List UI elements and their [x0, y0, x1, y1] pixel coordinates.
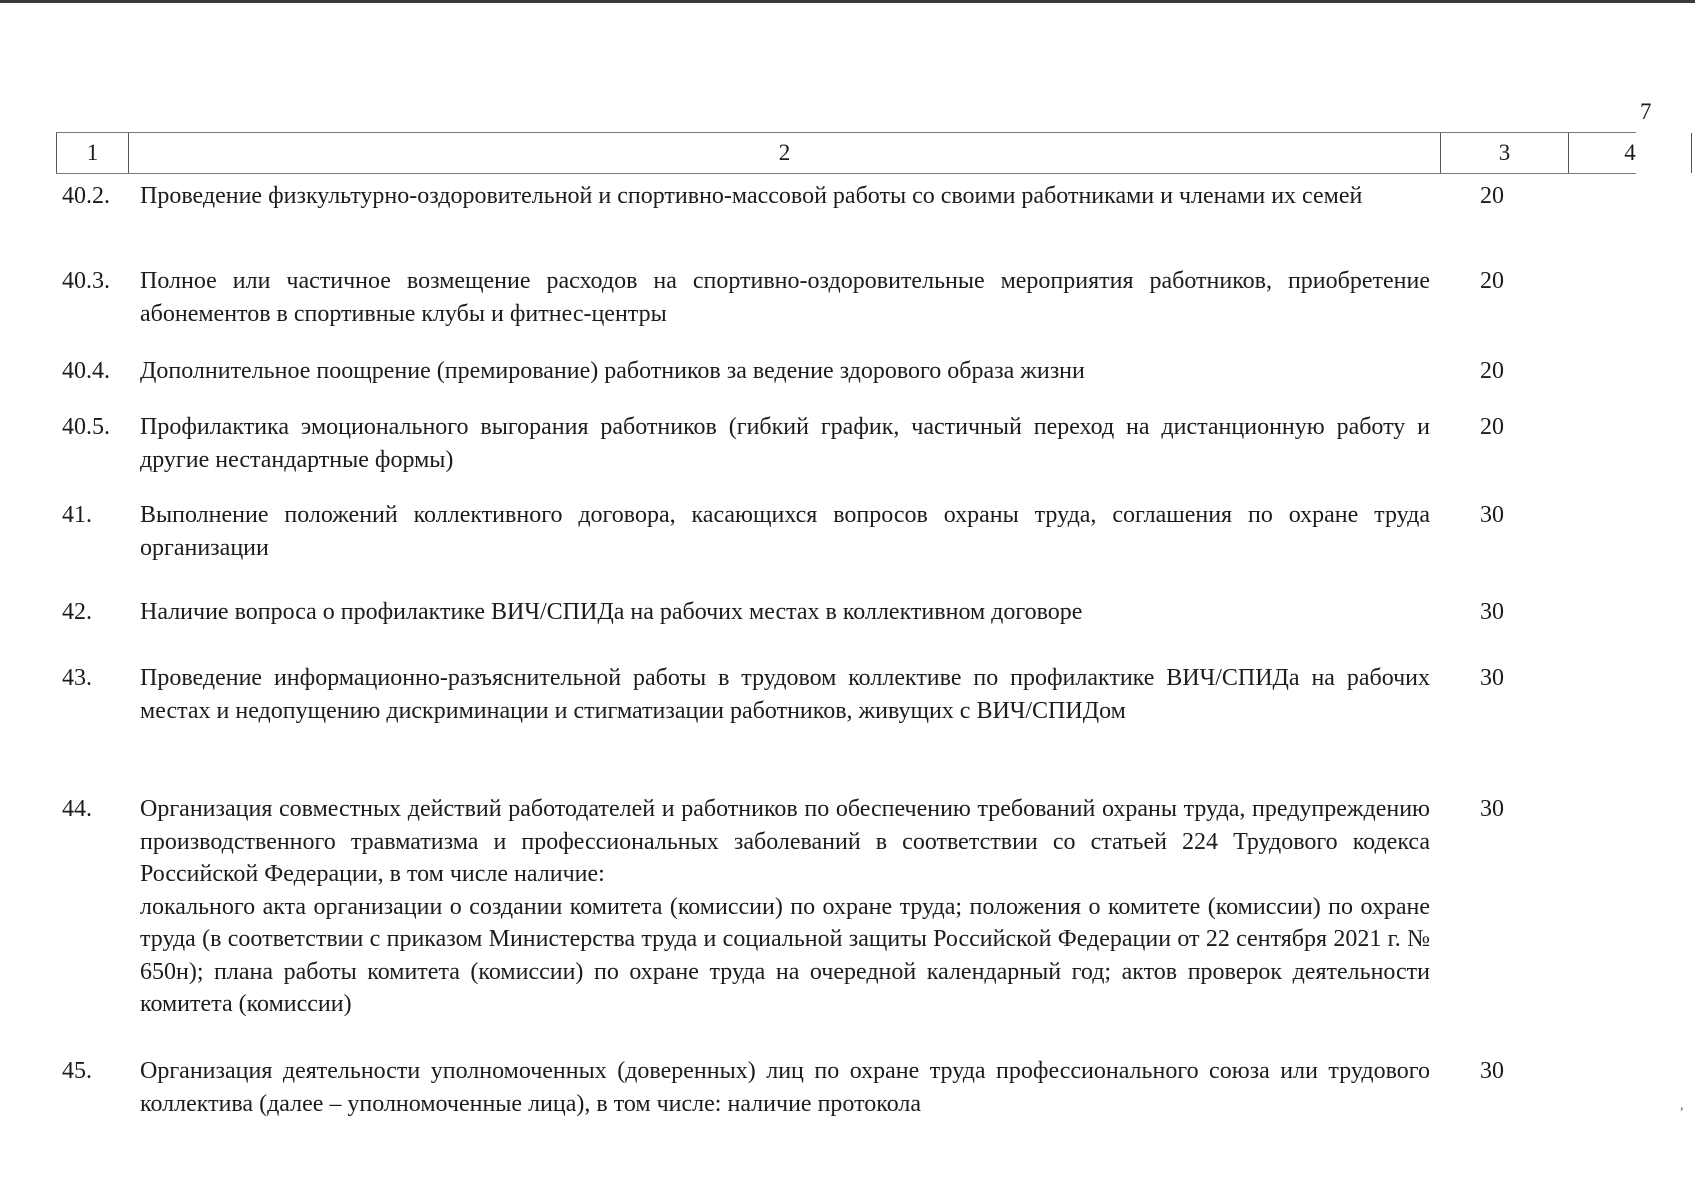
row-text: [140, 793, 1430, 1021]
scan-mark: ,: [1680, 1098, 1684, 1113]
row-number: 45.: [62, 1058, 92, 1084]
row-number: 40.5.: [62, 414, 110, 440]
row-number: 40.4.: [62, 358, 110, 384]
row-score: 20: [1480, 268, 1504, 294]
row-score: 30: [1480, 502, 1504, 528]
row-score: 30: [1480, 796, 1504, 822]
row-number: 40.3.: [62, 268, 110, 294]
row-text: Дополнительное поощрение (премирование) работников за ведение здорового образа жизни: [140, 358, 1085, 384]
row-text-intro: Организация совместных действий работодателей и работников по обеспечению требований охраны труда, предупреждению производственного травматизма и профессиональных заболеваний в соответствии со статьей 224 Трудового кодекса Российской Федерации, в том числе наличие:: [140, 796, 1430, 887]
row-text: Наличие вопроса о профилактике ВИЧ/СПИДа на рабочих местах в коллективном договоре: [140, 599, 1083, 625]
row-text: Организация деятельности уполномоченных (доверенных) лиц по охране труда профессионального союза или трудового коллектива (далее – уполномоченные лица), в том числе: наличие протокола: [140, 1058, 1430, 1117]
header-col-3: 3: [1440, 133, 1568, 173]
row-text: Выполнение положений коллективного договора, касающихся вопросов охраны труда, соглашения по охране труда организации: [140, 502, 1430, 561]
row-score: 20: [1480, 358, 1504, 384]
header-col-4: 4: [1568, 133, 1692, 173]
page-number: 7: [1640, 99, 1652, 124]
header-col-1: 1: [56, 133, 128, 173]
row-score: 30: [1480, 665, 1504, 691]
header-col-2: 2: [128, 133, 1440, 173]
table-header-row: [56, 132, 1636, 174]
row-text-details: локального акта организации о создании комитета (комиссии) по охране труда; положения о комитете (комиссии) по охране труда (в соответствии с приказом Министерства труда и социальной защиты Российской Федерации от 22 сентября 2021 г. № 650н); плана работы комитета (комиссии) по охране труда на очередной календарный год; актов проверок деятельности комитета (комиссии): [140, 893, 1430, 1017]
top-border-line: [0, 0, 1695, 3]
row-score: 30: [1480, 599, 1504, 625]
row-score: 20: [1480, 183, 1504, 209]
row-number: 42.: [62, 599, 92, 625]
row-text: Профилактика эмоционального выгорания работников (гибкий график, частичный переход на дистанционную работу и другие нестандартные формы): [140, 414, 1430, 473]
row-text: Проведение информационно-разъяснительной работы в трудовом коллективе по профилактике ВИЧ/СПИДа на рабочих местах и недопущению дискриминации и стигматизации работников, живущих с ВИЧ/СПИДом: [140, 665, 1430, 724]
row-number: 44.: [62, 796, 92, 822]
row-text: Проведение физкультурно-оздоровительной и спортивно-массовой работы со своими работниками и членами их семей: [140, 183, 1363, 209]
row-score: 30: [1480, 1058, 1504, 1084]
row-text: Полное или частичное возмещение расходов на спортивно-оздоровительные мероприятия работников, приобретение абонементов в спортивные клубы и фитнес-центры: [140, 268, 1430, 327]
row-number: 43.: [62, 665, 92, 691]
row-score: 20: [1480, 414, 1504, 440]
row-number: 41.: [62, 502, 92, 528]
row-number: 40.2.: [62, 183, 110, 209]
